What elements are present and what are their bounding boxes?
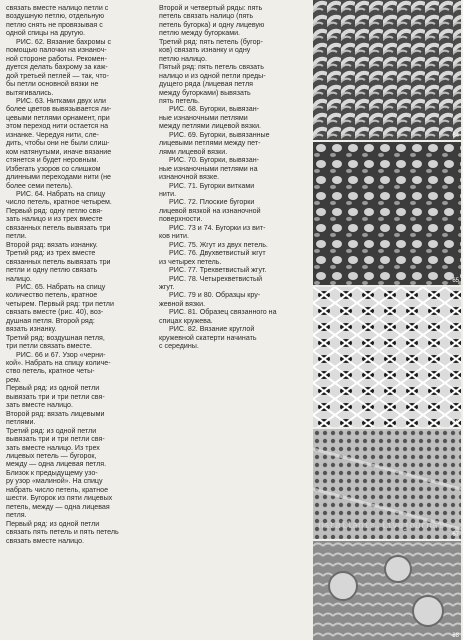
col1-line: между — одна лицевая петля. bbox=[6, 460, 107, 469]
col2-line: РИС. 82. Вязание круглой bbox=[169, 325, 255, 334]
col2-line: пять петель. bbox=[159, 96, 200, 105]
col1-line: количество петель, кратное bbox=[6, 291, 98, 300]
col2-line: РИС. 77. Трехветвистый жгут. bbox=[169, 266, 267, 275]
knit-photo-64 bbox=[313, 0, 461, 140]
col1-line: кой». Набрать на спицу количе- bbox=[6, 359, 111, 368]
col1-line: бы петли основной вязки не bbox=[6, 80, 99, 89]
col2-line: спицах кружева. bbox=[159, 316, 213, 325]
col1-line: петель, между — одна лицевая bbox=[6, 502, 110, 511]
col2-line: ков) связать изнанку и одну bbox=[159, 46, 251, 55]
figure-number-64: 64 bbox=[452, 133, 459, 139]
col2-line: жгут. bbox=[159, 282, 175, 291]
col2-line: кружевной скатерти начинать bbox=[159, 333, 257, 342]
watermark: natallanis.livejournal bbox=[318, 520, 444, 531]
col1-line: петли. bbox=[6, 232, 27, 241]
col1-line: набрать число петель, кратное bbox=[6, 485, 109, 494]
knit-photo-66 bbox=[313, 287, 461, 427]
col2-line: РИС. 73 и 74. Бугорки из вит- bbox=[169, 223, 266, 232]
col2-line: ные изнаночными петлями на bbox=[159, 164, 258, 173]
col1-line: шести. Бугорок из пяти лицевых bbox=[6, 494, 113, 503]
col1-line: петли и одну петлю связать bbox=[6, 266, 98, 275]
col1-line: налицо. bbox=[6, 274, 32, 283]
col1-line: изнанке. Чередуя нити, сле- bbox=[6, 130, 99, 139]
col2-line: РИС. 69. Бугорки, вывязанные bbox=[169, 130, 270, 139]
col1-line: связать вместе налицо петли с bbox=[6, 4, 109, 12]
col1-line: ру узор «малиной». На спицу bbox=[6, 477, 103, 486]
knit-photo-65 bbox=[313, 142, 461, 285]
col1-line: лицевых петель — бугорок, bbox=[6, 452, 97, 461]
col1-line: связать вместе (рис. 40), воз- bbox=[6, 308, 104, 317]
col1-line: зать налицо и из трех вместе bbox=[6, 215, 103, 224]
col1-line: связанных петель вывязать три bbox=[6, 223, 111, 232]
col2-line: изнаночной вязке. bbox=[159, 173, 220, 182]
col2-line: Второй и четвертый ряды: пять bbox=[159, 4, 263, 12]
figure-number-66: 66 bbox=[452, 420, 459, 426]
text-column-middle bbox=[159, 4, 307, 351]
col1-line: зать вместе налицо. Из трех bbox=[6, 443, 100, 452]
col2-line: РИС. 72. Плоские бугорки bbox=[169, 198, 255, 207]
col2-line: ные изнаночными петлями bbox=[159, 113, 248, 122]
col1-line: Второй ряд: вязать изнанку. bbox=[6, 240, 98, 249]
col2-line: с середины. bbox=[159, 342, 199, 351]
col1-line: Первый ряд: из одной петли bbox=[6, 519, 100, 528]
col2-line: лицевыми петлями между пет- bbox=[159, 139, 261, 148]
col2-line: лями лицевой вязки. bbox=[159, 147, 228, 156]
col1-line: Третий ряд: из одной петли bbox=[6, 426, 97, 435]
col1-line: зать вместе налицо. bbox=[6, 401, 73, 410]
col1-line: петля. bbox=[6, 511, 27, 520]
col1-line: помощью палочки на изнаноч- bbox=[6, 46, 107, 55]
col1-line: четырем. Первый ряд: три петли bbox=[6, 299, 114, 308]
col2-line: Пятый ряд: пять петель связать bbox=[159, 63, 264, 72]
col1-line: цевыми петлями орнамент, при bbox=[6, 113, 110, 122]
col1-line: РИС. 65. Набрать на спицу bbox=[16, 282, 106, 291]
col1-line: душная петля. Второй ряд: bbox=[6, 316, 95, 325]
col2-line: РИС. 75. Жгут из двух петель. bbox=[169, 240, 268, 249]
col1-line: вывязать три и три петли свя- bbox=[6, 435, 105, 444]
col1-line: петлями. bbox=[6, 418, 36, 427]
col2-line: нити. bbox=[159, 189, 177, 198]
col1-line: этом переход нити остается на bbox=[6, 122, 109, 131]
col1-line: вытягивались. bbox=[6, 88, 54, 97]
col1-line: РИС. 63. Нитками двух или bbox=[16, 96, 106, 105]
col1-line: воздушную петлю, отдельную bbox=[6, 12, 105, 21]
text-column-left bbox=[6, 4, 160, 545]
col2-line: лицевой вязкой на изнаночной bbox=[159, 206, 261, 215]
col1-line: Первый ряд: одну петлю свя- bbox=[6, 206, 103, 215]
col1-line: три петли связать вместе. bbox=[6, 342, 93, 351]
photo-column bbox=[313, 0, 461, 640]
col2-line: РИС. 78. Четырехветвистый bbox=[169, 274, 263, 283]
col1-line: ной стороне работы. Рекомен- bbox=[6, 54, 107, 63]
col1-line: длинными переходами нити (не bbox=[6, 173, 111, 182]
col1-line: Избегать узоров со слишком bbox=[6, 164, 101, 173]
col2-line: петлю налицо. bbox=[159, 54, 207, 63]
col2-line: между петлями лицевой вязки. bbox=[159, 122, 261, 131]
col2-line: РИС. 68. Бугорки, вывязан- bbox=[169, 105, 259, 114]
knit-photo-68 bbox=[313, 541, 461, 640]
col1-line: дуется делать бахрому за каж- bbox=[6, 63, 108, 72]
col1-line: рем. bbox=[6, 375, 21, 384]
figure-number-65: 65 bbox=[452, 278, 459, 284]
col1-line: стянется и будет неровным. bbox=[6, 156, 99, 165]
col2-line: Третий ряд: пять петель (бугор- bbox=[159, 37, 263, 46]
col1-line: Третий ряд: из трех вместе bbox=[6, 249, 96, 258]
col1-line: Второй ряд: вязать лицевыми bbox=[6, 409, 105, 418]
col1-line: ком натянутыми, иначе вязание bbox=[6, 147, 112, 156]
col1-line: вывязать три и три петли свя- bbox=[6, 392, 105, 401]
col2-line: РИС. 71. Бугорки витками bbox=[169, 181, 255, 190]
col1-line: число петель, кратное четырем. bbox=[6, 198, 112, 207]
col1-line: Третий ряд: воздушная петля, bbox=[6, 333, 105, 342]
col2-line: петель бугорка) и одну лицевую bbox=[159, 20, 265, 29]
col2-line: из четырех петель. bbox=[159, 257, 222, 266]
col1-line: связать пять петель и пять петель bbox=[6, 528, 119, 537]
col2-line: петлю между бугорками. bbox=[159, 29, 241, 38]
col2-line: дущего ряда (лицевая петля bbox=[159, 80, 253, 89]
col2-line: жевной вязки. bbox=[159, 299, 206, 308]
col1-line: дить, чтобы они не были слиш- bbox=[6, 139, 110, 148]
col1-line: одной спицы на другую. bbox=[6, 29, 86, 38]
col2-line: между бугорками) вывязать bbox=[159, 88, 251, 97]
col2-line: РИС. 76. Двухветвистый жгут bbox=[169, 249, 266, 258]
col2-line: поверхности. bbox=[159, 215, 203, 224]
col1-line: Близок к предыдущему узо- bbox=[6, 468, 98, 477]
col1-line: более цветов вывязывается ли- bbox=[6, 105, 112, 114]
col2-line: налицо и из одной петли преды- bbox=[159, 71, 266, 80]
col1-line: РИС. 66 и 67. Узор «черни- bbox=[16, 350, 106, 359]
col2-line: ков нити. bbox=[159, 232, 189, 241]
figure-number-67: 67 bbox=[452, 532, 459, 538]
col1-line: РИС. 64. Набрать на спицу bbox=[16, 189, 106, 198]
col1-line: Первый ряд: из одной петли bbox=[6, 384, 100, 393]
col1-line: ство петель, кратное четы- bbox=[6, 367, 95, 376]
col2-line: РИС. 70. Бугорки, вывязан- bbox=[169, 156, 259, 165]
col1-line: вязать изнанку. bbox=[6, 325, 57, 334]
col1-line: связать вместе налицо. bbox=[6, 536, 85, 545]
col1-line: петлю снять не провязывая с bbox=[6, 20, 103, 29]
col2-line: РИС. 79 и 80. Образцы кру- bbox=[169, 291, 261, 300]
col2-line: РИС. 81. Образец связанного на bbox=[169, 308, 277, 317]
figure-number-68: 68 bbox=[452, 633, 459, 639]
col1-line: РИС. 62. Вязание бахромы с bbox=[16, 37, 111, 46]
col1-line: дой третьей петлей — так, что- bbox=[6, 71, 109, 80]
col2-line: петель связать налицо (пять bbox=[159, 12, 254, 21]
col1-line: связанных петель вывязать три bbox=[6, 257, 111, 266]
col1-line: более семи петель). bbox=[6, 181, 73, 190]
